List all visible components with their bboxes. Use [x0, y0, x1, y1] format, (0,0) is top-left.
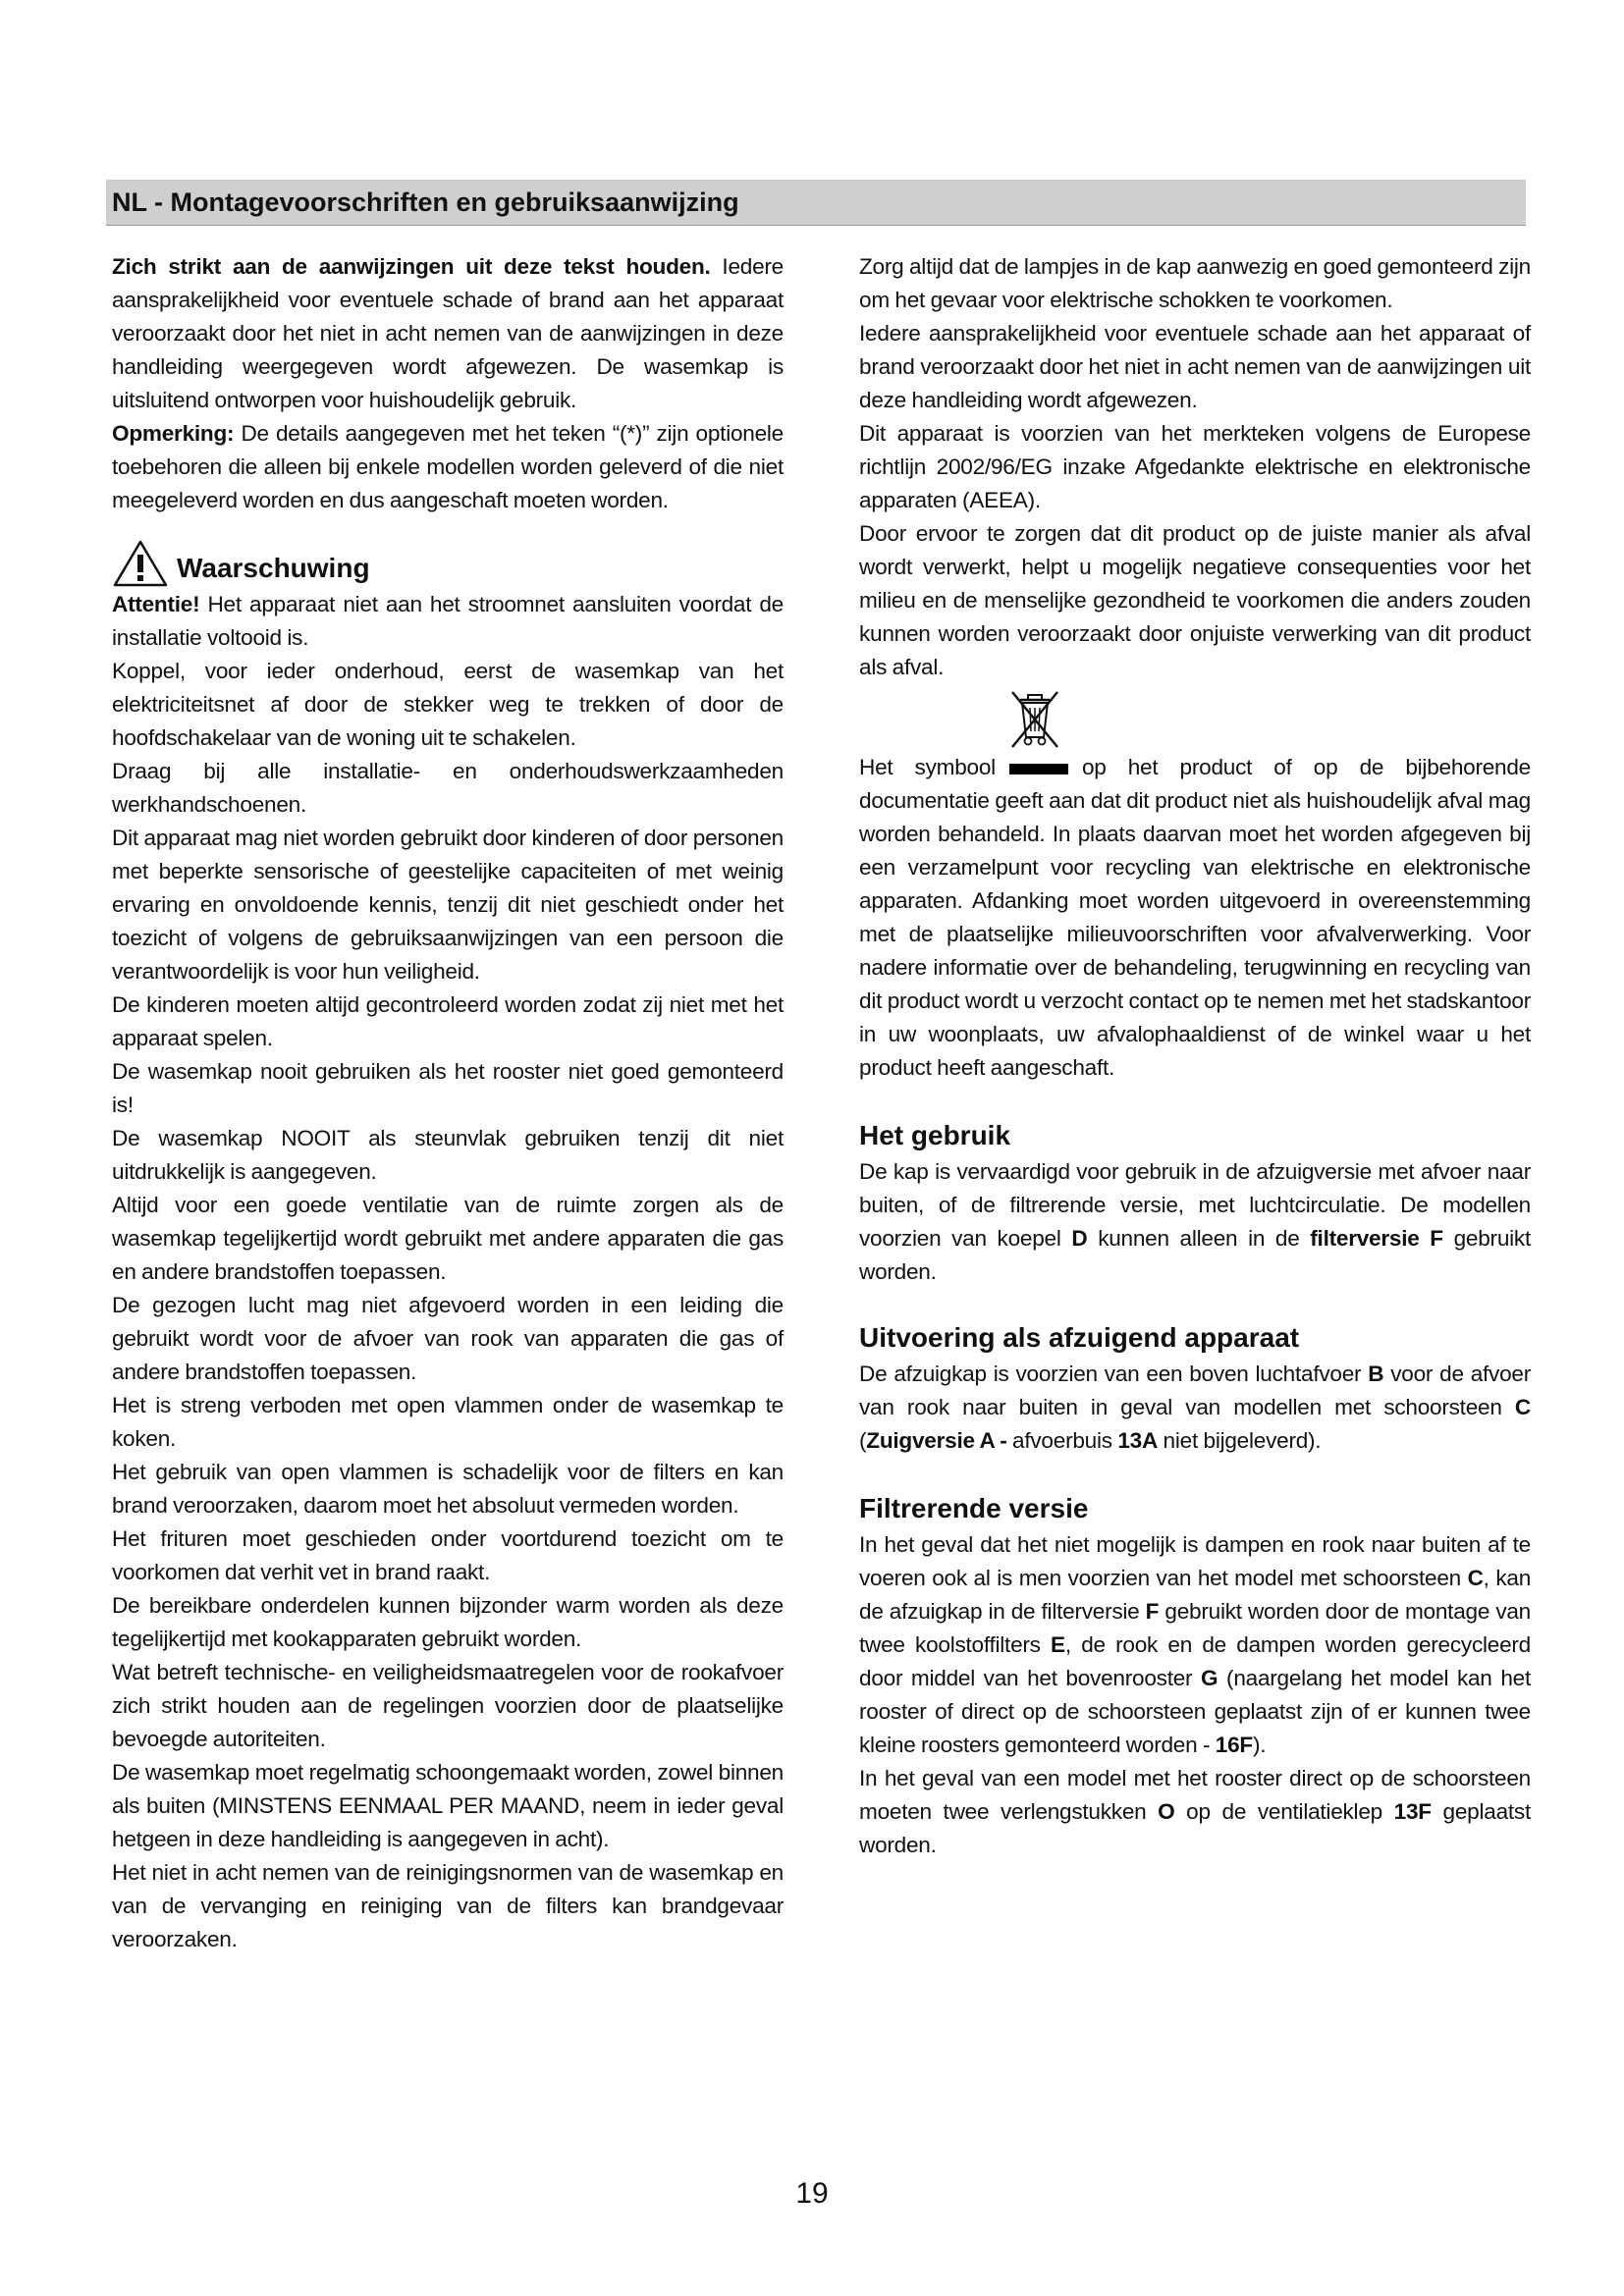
warning-paragraph: Het frituren moet geschieden onder voortdurend toezicht om te voorkomen dat verhit vet in brand raakt. — [112, 1526, 784, 1584]
filter-text: , de rook en de dampen worden gerecycleerd door middel van het bovenrooster — [859, 1632, 1531, 1690]
warning-paragraph: De wasemkap NOOIT als steunvlak gebruiken tenzij dit niet uitdrukkelijk is aangegeven. — [112, 1126, 784, 1184]
extraction-paragraph — [859, 1358, 1531, 1458]
note-label: Opmerking: — [112, 421, 235, 446]
filter-text: In het geval dat het niet mogelijk is dampen en rook naar buiten af te voeren ook al is men voorzien van het model met schoorsteen — [859, 1532, 1531, 1590]
ref-e: E — [1051, 1632, 1065, 1657]
crossed-out-wheelie-bin-icon — [1006, 688, 1063, 751]
page-title: NL - Montagevoorschriften en gebruiksaanwijzing — [112, 187, 739, 217]
left-column — [112, 250, 784, 1956]
ref-d: D — [1071, 1226, 1088, 1251]
intro-lead: Zich strikt aan de aanwijzingen uit deze tekst houden. — [112, 254, 711, 279]
warning-heading: Waarschuwing — [177, 553, 370, 583]
ref-c: C — [1514, 1395, 1531, 1419]
filter-text: In het geval van een model met het rooster direct op de schoorsteen moeten twee verlengstukken — [859, 1766, 1531, 1824]
right-paragraph: Dit apparaat is voorzien van het merkteken volgens de Europese richtlijn 2002/96/EG inzake Afgedankte elektrische en elektronische apparaten (AEEA). — [859, 421, 1531, 512]
black-bar-symbol — [1009, 764, 1068, 774]
warning-paragraph: Wat betreft technische- en veiligheidsmaatregelen voor de rookafvoer zich strikt houden aan de regelingen voorzien door de plaatselijke bevoegde autoriteiten. — [112, 1660, 784, 1751]
filter-heading: Filtrerende versie — [859, 1493, 1089, 1523]
extraction-version-label: Zuigversie A - — [866, 1428, 1007, 1453]
ref-13f: 13F — [1393, 1799, 1432, 1824]
filter-text: ). — [1252, 1733, 1267, 1757]
right-column — [859, 250, 1531, 1862]
warning-paragraph: Altijd voor een goede ventilatie van de ruimte zorgen als de wasemkap tegelijkertijd wordt gebruikt met andere apparaten die gas en andere brandstoffen toepassen. — [112, 1193, 784, 1284]
filter-paragraph — [859, 1528, 1531, 1762]
note-text: De details aangegeven met het teken “(*)” zijn optionele toebehoren die alleen bij enkele modellen worden geleverd of die niet meegeleverd worden en dus aangeschaft moeten worden. — [112, 421, 784, 512]
usage-text: gebruikt worden. — [859, 1226, 1531, 1284]
extraction-heading: Uitvoering als afzuigend apparaat — [859, 1322, 1300, 1353]
filter-text: (naargelang het model kan het rooster of direct op de schoorsteen geplaatst zijn of er kunnen twee kleine roosters gemonteerd worden - — [859, 1666, 1531, 1757]
attention-label: Attentie! — [112, 592, 200, 616]
intro-paragraph — [112, 250, 784, 417]
filter-text: geplaatst worden. — [859, 1799, 1531, 1857]
usage-text: kunnen alleen in de — [1087, 1226, 1311, 1251]
warning-paragraph: De bereikbare onderdelen kunnen bijzonder warm worden als deze tegelijkertijd met kookapparaten gebruikt worden. — [112, 1593, 784, 1651]
extraction-text: voor de afvoer van rook naar buiten in geval van modellen met schoorsteen — [859, 1362, 1531, 1419]
extraction-text: afvoerbuis — [1006, 1428, 1118, 1453]
symbol-text-before: Het symbool — [859, 755, 996, 779]
warning-heading-row — [112, 529, 784, 588]
right-paragraph: Zorg altijd dat de lampjes in de kap aanwezig en goed gemonteerd zijn om het gevaar voor elektrische schokken te voorkomen. — [859, 254, 1531, 312]
filter-version-label: filterversie F — [1310, 1226, 1443, 1251]
filter-text: op de ventilatieklep — [1174, 1799, 1394, 1824]
ref-o: O — [1158, 1799, 1175, 1824]
warning-paragraph: Draag bij alle installatie- en onderhoudswerkzaamheden werkhandschoenen. — [112, 759, 784, 817]
intro-text: Iedere aansprakelijkheid voor eventuele schade of brand aan het apparaat veroorzaakt door het niet in acht nemen van de aanwijzingen in deze handleiding weergegeven wordt afgewezen. De wasemkap is uitsluitend ontworpen voor huishoudelijk gebruik. — [112, 254, 784, 412]
ref-16f: 16F — [1215, 1733, 1253, 1757]
usage-heading: Het gebruik — [859, 1120, 1011, 1150]
extraction-text: niet bijgeleverd). — [1158, 1428, 1322, 1453]
warning-paragraph: Het gebruik van open vlammen is schadelijk voor de filters en kan brand veroorzaken, daarom moet het absoluut vermeden worden. — [112, 1460, 784, 1518]
section-header-bar — [106, 180, 1526, 226]
warning-paragraph: De wasemkap moet regelmatig schoongemaakt worden, zowel binnen als buiten (MINSTENS EENMAAL PER MAAND, neem in ieder geval hetgeen in deze handleiding is aangegeven in acht). — [112, 1760, 784, 1851]
extraction-text: ( — [859, 1428, 867, 1453]
warning-paragraph: Koppel, voor ieder onderhoud, eerst de wasemkap van het elektriciteitsnet af door de stekker weg te trekken of door de hoofdschakelaar van de woning uit te schakelen. — [112, 659, 784, 750]
warning-paragraph: De kinderen moeten altijd gecontroleerd worden zodat zij niet met het apparaat spelen. — [112, 992, 784, 1050]
extraction-text: De afzuigkap is voorzien van een boven luchtafvoer — [859, 1362, 1369, 1386]
usage-paragraph — [859, 1155, 1531, 1289]
symbol-paragraph — [859, 751, 1531, 1085]
usage-text: De kap is vervaardigd voor gebruik in de afzuigversie met afvoer naar buiten, of de filtrerende versie, met luchtcirculatie. De modellen voorzien van koepel — [859, 1159, 1531, 1251]
warning-triangle-icon — [112, 539, 169, 588]
symbol-text-after: op het product of op de bijbehorende documentatie geeft aan dat dit product niet als huishoudelijk afval mag worden behandeld. In plaats daarvan moet het worden afgegeven bij een verzamelpunt voor recycling van elektrische en elektronische apparaten. Afdanking moet worden uitgevoerd in overeenstemming met de plaatselijke milieuvoorschriften voor afvalverwerking. Voor nadere informatie over de behandeling, terugwinning en recycling van dit product wordt u verzocht contact op te nemen met het stadskantoor in uw woonplaats, uw afvalophaaldienst of de winkel waar u het product heeft aangeschaft. — [859, 755, 1531, 1080]
filter-text: , kan de afzuigkap in de filterversie — [859, 1566, 1532, 1624]
ref-b: B — [1368, 1362, 1384, 1386]
warning-paragraph: Dit apparaat mag niet worden gebruikt door kinderen of door personen met beperkte sensorische of geestelijke capaciteiten of met weinig ervaring en onvoldoende kennis, tenzij dit niet geschiedt onder het toezicht of volgens de gebruiksaanwijzingen van een persoon die verantwoordelijk is voor hun veiligheid. — [112, 826, 784, 984]
note-paragraph — [112, 417, 784, 517]
attention-paragraph — [112, 588, 784, 655]
ref-g: G — [1201, 1666, 1218, 1690]
ref-f: F — [1145, 1599, 1160, 1624]
warning-paragraph: De wasemkap nooit gebruiken als het rooster niet goed gemonteerd is! — [112, 1059, 784, 1117]
attention-text: Het apparaat niet aan het stroomnet aansluiten voordat de installatie voltooid is. — [112, 592, 784, 650]
ref-13a: 13A — [1117, 1428, 1159, 1453]
warning-paragraph: Het is streng verboden met open vlammen onder de wasemkap te koken. — [112, 1393, 784, 1451]
right-paragraph: Door ervoor te zorgen dat dit product op de juiste manier als afval wordt verwerkt, helpt u mogelijk negatieve consequenties voor het milieu en de menselijke gezondheid te voorkomen die anders zouden kunnen worden veroorzaakt door onjuiste verwerking van dit product als afval. — [859, 521, 1531, 679]
filter-paragraph-2 — [859, 1762, 1531, 1862]
ref-c: C — [1467, 1566, 1484, 1590]
warning-paragraph: Het niet in acht nemen van de reinigingsnormen van de wasemkap en van de vervanging en reiniging van de filters kan brandgevaar veroorzaken. — [112, 1860, 784, 1951]
warning-paragraph: De gezogen lucht mag niet afgevoerd worden in een leiding die gebruikt wordt voor de afvoer van rook van apparaten die gas of andere brandstoffen toepassen. — [112, 1293, 784, 1384]
page-number: 19 — [795, 2177, 829, 2210]
right-paragraph: Iedere aansprakelijkheid voor eventuele schade aan het apparaat of brand veroorzaakt door het niet in acht nemen van de aanwijzingen uit deze handleiding wordt afgewezen. — [859, 321, 1531, 412]
filter-text: gebruikt worden door de montage van twee koolstoffilters — [859, 1599, 1531, 1657]
